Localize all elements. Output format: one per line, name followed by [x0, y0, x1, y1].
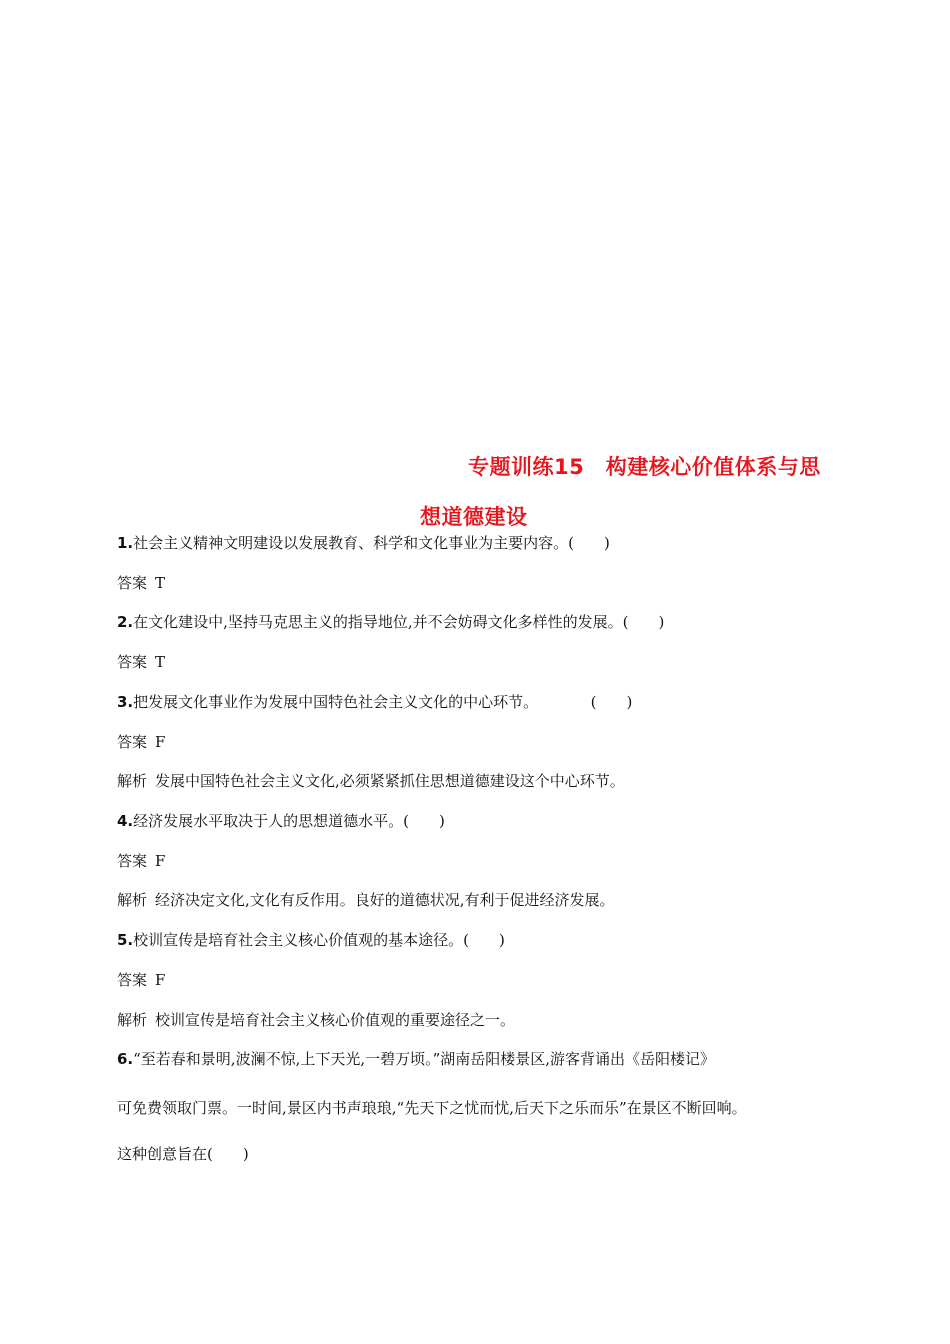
analysis-text: 经济决定文化,文化有反作用。良好的道德状况,有利于促进经济发展。 — [155, 891, 615, 909]
question-6 — [117, 1049, 715, 1069]
question-number: 4. — [117, 812, 134, 830]
question-text: 经济发展水平取决于人的思想道德水平。( ) — [133, 812, 445, 830]
answer-value: F — [155, 733, 166, 751]
answer-value: F — [155, 971, 166, 989]
question-2 — [117, 612, 664, 632]
answer-5 — [117, 970, 165, 990]
question-text: “至若春和景明,波澜不惊,上下天光,一碧万顷。”湖南岳阳楼景区,游客背诵出《岳阳楼记》 — [133, 1050, 716, 1068]
question-text: 把发展文化事业作为发展中国特色社会主义文化的中心环节。 ( ) — [133, 693, 633, 711]
question-text: 校训宣传是培育社会主义核心价值观的基本途径。( ) — [133, 931, 505, 949]
answer-label: 答案 — [117, 653, 148, 671]
question-1 — [117, 533, 610, 553]
answer-label: 答案 — [117, 971, 148, 989]
question-3 — [117, 692, 632, 712]
question-6-prompt — [117, 1144, 249, 1164]
question-text: 在文化建设中,坚持马克思主义的指导地位,并不会妨碍文化多样性的发展。( ) — [133, 613, 665, 631]
answer-value: F — [155, 852, 166, 870]
document-title-line-1: 专题训练15 构建核心价值体系与思 — [468, 455, 821, 479]
answer-2 — [117, 652, 165, 672]
analysis-text: 发展中国特色社会主义文化,必须紧紧抓住思想道德建设这个中心环节。 — [155, 772, 625, 790]
analysis-4 — [117, 890, 615, 910]
question-4 — [117, 811, 445, 831]
answer-4 — [117, 851, 165, 871]
question-text: 社会主义精神文明建设以发展教育、科学和文化事业为主要内容。( ) — [133, 534, 610, 552]
analysis-text: 校训宣传是培育社会主义核心价值观的重要途径之一。 — [155, 1011, 516, 1029]
question-text: 这种创意旨在( ) — [117, 1145, 249, 1163]
question-number: 6. — [117, 1050, 134, 1068]
question-number: 1. — [117, 534, 134, 552]
document-title-line-2: 想道德建设 — [420, 505, 528, 529]
question-number: 5. — [117, 931, 134, 949]
answer-1 — [117, 573, 165, 593]
analysis-5 — [117, 1010, 515, 1030]
analysis-3 — [117, 771, 625, 791]
question-text: 可免费领取门票。一时间,景区内书声琅琅,“先天下之忧而忧,后天下之乐而乐”在景区不断回响。 — [117, 1099, 747, 1117]
analysis-label: 解析 — [117, 772, 148, 790]
answer-label: 答案 — [117, 733, 148, 751]
analysis-label: 解析 — [117, 1011, 148, 1029]
analysis-label: 解析 — [117, 891, 148, 909]
answer-label: 答案 — [117, 852, 148, 870]
question-5 — [117, 930, 505, 950]
answer-value: T — [155, 574, 166, 592]
answer-value: T — [155, 653, 166, 671]
answer-label: 答案 — [117, 574, 148, 592]
question-number: 3. — [117, 693, 134, 711]
answer-3 — [117, 732, 165, 752]
question-number: 2. — [117, 613, 134, 631]
question-6-continuation — [117, 1098, 747, 1118]
